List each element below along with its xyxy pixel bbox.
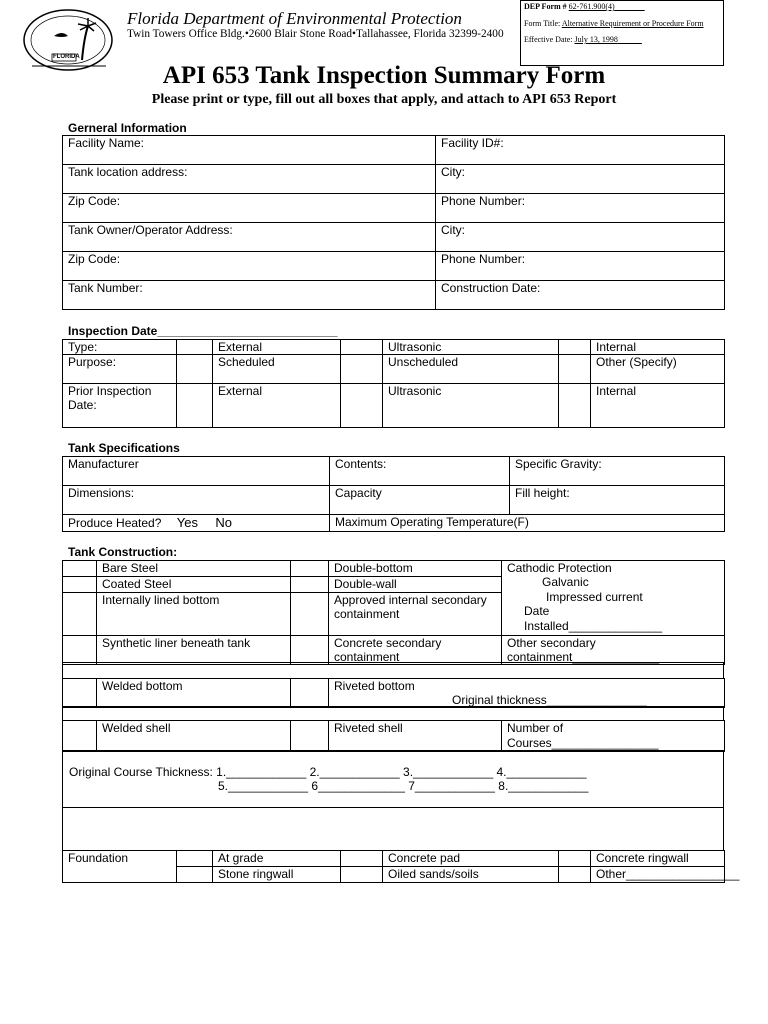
construction-spacer: [62, 662, 724, 679]
double-bottom-checkbox[interactable]: [291, 561, 329, 577]
courses-field[interactable]: [502, 721, 725, 752]
blank-row[interactable]: [62, 807, 724, 851]
galvanic-option[interactable]: Galvanic: [542, 575, 589, 590]
construction-date-field[interactable]: Construction Date:: [436, 281, 725, 310]
riveted-shell-checkbox[interactable]: [291, 721, 329, 752]
concrete-pad-label: Concrete pad: [383, 851, 559, 867]
synthetic-liner-label: Synthetic liner beneath tank: [97, 636, 291, 665]
construction-heading: Tank Construction:: [68, 545, 178, 559]
concrete-secondary-label: Concrete secondary containment: [329, 636, 502, 665]
other-specify-label: Other (Specify): [591, 355, 725, 384]
welded-shell-label: Welded shell: [97, 721, 291, 752]
zip-code-field[interactable]: Zip Code:: [63, 194, 436, 223]
no-option[interactable]: No: [215, 515, 232, 530]
fill-height-field[interactable]: Fill height:: [510, 486, 725, 515]
other-foundation-checkbox[interactable]: [559, 867, 591, 883]
impressed-current-option[interactable]: Impressed current: [546, 589, 643, 604]
courses-label: Courses________________: [507, 736, 659, 750]
effective-date-line: Effective Date: July 13, 1998: [524, 35, 618, 44]
approved-internal-label: Approved internal secondary containment: [329, 593, 502, 636]
bare-steel-label: Bare Steel: [97, 561, 291, 577]
general-info-table: [62, 135, 725, 310]
riveted-bottom-label: Riveted bottom: [334, 679, 415, 693]
welded-bottom-label: Welded bottom: [97, 679, 291, 708]
welded-shell-checkbox[interactable]: [63, 721, 97, 752]
concrete-ringwall-label: Concrete ringwall: [591, 851, 725, 867]
ultrasonic-label: Ultrasonic: [383, 340, 559, 355]
coated-steel-label: Coated Steel: [97, 577, 291, 593]
general-heading: Gerneral Information: [68, 121, 187, 135]
approved-internal-checkbox[interactable]: [291, 593, 329, 636]
original-thickness-field[interactable]: Original thickness_______________: [452, 693, 647, 707]
external-label: External: [213, 340, 341, 355]
cathodic-protection-cell[interactable]: [502, 561, 725, 636]
synthetic-liner-checkbox[interactable]: [63, 636, 97, 665]
stone-ringwall-label: Stone ringwall: [213, 867, 341, 883]
tank-number-field[interactable]: Tank Number:: [63, 281, 436, 310]
course-thickness-line-1: Original Course Thickness: 1.____________ 2.____________ 3.____________ 4.____________: [69, 765, 587, 779]
other-secondary-field[interactable]: Other secondary containment_____________: [502, 636, 725, 665]
specific-gravity-field[interactable]: Specific Gravity:: [510, 457, 725, 486]
owner-phone-field[interactable]: Phone Number:: [436, 252, 725, 281]
prior-ultrasonic-checkbox[interactable]: [341, 384, 383, 428]
produce-heated-field[interactable]: [63, 515, 330, 532]
foundation-label: Foundation: [63, 851, 177, 883]
form-info-box: [520, 0, 724, 66]
foundation-table: [62, 850, 740, 883]
capacity-field[interactable]: Capacity: [330, 486, 510, 515]
city-field[interactable]: City:: [436, 165, 725, 194]
internal-checkbox[interactable]: [559, 340, 591, 355]
prior-internal-checkbox[interactable]: [559, 384, 591, 428]
prior-external-checkbox[interactable]: [177, 384, 213, 428]
purpose-label: Purpose:: [63, 355, 177, 384]
date-label: Date: [524, 604, 550, 619]
shell-type-table: [62, 720, 725, 752]
owner-city-field[interactable]: City:: [436, 223, 725, 252]
number-of-label: Number of: [507, 721, 564, 735]
agency-address: Twin Towers Office Bldg.•2600 Blair Stone Road•Tallahassee, Florida 32399-2400: [127, 28, 504, 40]
bottom-type-table: [62, 678, 725, 708]
type-label: Type:: [63, 340, 177, 355]
cathodic-label: Cathodic Protection: [507, 561, 612, 575]
course-thickness-box[interactable]: [62, 750, 724, 808]
contents-field[interactable]: Contents:: [330, 457, 510, 486]
riveted-bottom-checkbox[interactable]: [291, 679, 329, 708]
course-thickness-line-2: 5.____________ 6_____________ 7____________ 8.____________: [218, 779, 589, 793]
agency-name: Florida Department of Environmental Protection: [127, 9, 462, 28]
manufacturer-field[interactable]: Manufacturer: [63, 457, 330, 486]
phone-number-field[interactable]: Phone Number:: [436, 194, 725, 223]
unscheduled-label: Unscheduled: [383, 355, 559, 384]
double-bottom-label: Double-bottom: [329, 561, 502, 577]
prior-external-label: External: [213, 384, 341, 428]
unscheduled-checkbox[interactable]: [341, 355, 383, 384]
owner-address-field[interactable]: Tank Owner/Operator Address:: [63, 223, 436, 252]
produce-heated-label: Produce Heated?: [68, 516, 162, 530]
ultrasonic-checkbox[interactable]: [341, 340, 383, 355]
max-temp-field[interactable]: Maximum Operating Temperature(F): [330, 515, 725, 532]
page-subtitle: Please print or type, fill out all boxes that apply, and attach to API 653 Report: [151, 92, 617, 107]
concrete-ringwall-checkbox[interactable]: [559, 851, 591, 867]
double-wall-checkbox[interactable]: [291, 577, 329, 593]
riveted-bottom-cell[interactable]: [329, 679, 725, 708]
riveted-shell-label: Riveted shell: [329, 721, 502, 752]
concrete-pad-checkbox[interactable]: [341, 851, 383, 867]
prior-inspection-label: Prior Inspection Date:: [63, 384, 177, 428]
oiled-sands-label: Oiled sands/soils: [383, 867, 559, 883]
seal-text: FLORIDA: [53, 54, 80, 60]
internally-lined-label: Internally lined bottom: [97, 593, 291, 636]
page-title: API 653 Tank Inspection Summary Form: [162, 62, 606, 89]
inspection-heading: Inspection Date___________________________: [68, 324, 338, 338]
at-grade-label: At grade: [213, 851, 341, 867]
specs-table: [62, 456, 725, 532]
owner-zip-field[interactable]: Zip Code:: [63, 252, 436, 281]
coated-steel-checkbox[interactable]: [63, 577, 97, 593]
stone-ringwall-checkbox[interactable]: [177, 867, 213, 883]
form-number-line: DEP Form # 62-761.900(4): [524, 2, 615, 11]
internally-lined-checkbox[interactable]: [63, 593, 97, 636]
yes-option[interactable]: Yes: [176, 515, 198, 530]
other-foundation-field[interactable]: Other_________________: [591, 867, 725, 883]
facility-name-field[interactable]: Facility Name:: [63, 136, 436, 165]
oiled-sands-checkbox[interactable]: [341, 867, 383, 883]
scheduled-label: Scheduled: [213, 355, 341, 384]
bare-steel-checkbox[interactable]: [63, 561, 97, 577]
internal-label: Internal: [591, 340, 725, 355]
at-grade-checkbox[interactable]: [177, 851, 213, 867]
scheduled-checkbox[interactable]: [177, 355, 213, 384]
construction-spacer-2: [62, 706, 724, 721]
double-wall-label: Double-wall: [329, 577, 502, 593]
external-checkbox[interactable]: [177, 340, 213, 355]
construction-material-table: [62, 560, 725, 665]
concrete-secondary-checkbox[interactable]: [291, 636, 329, 665]
installed-field[interactable]: Installed______________: [524, 618, 663, 633]
specs-heading: Tank Specifications: [68, 441, 180, 455]
dimensions-field[interactable]: Dimensions:: [63, 486, 330, 515]
facility-id-field[interactable]: Facility ID#:: [436, 136, 725, 165]
form-title-line: Form Title: Alternative Requirement or Procedure Form: [524, 19, 704, 28]
welded-bottom-checkbox[interactable]: [63, 679, 97, 708]
prior-internal-label: Internal: [591, 384, 725, 428]
other-specify-checkbox[interactable]: [559, 355, 591, 384]
inspection-table: [62, 339, 725, 428]
tank-location-field[interactable]: Tank location address:: [63, 165, 436, 194]
prior-ultrasonic-label: Ultrasonic: [383, 384, 559, 428]
